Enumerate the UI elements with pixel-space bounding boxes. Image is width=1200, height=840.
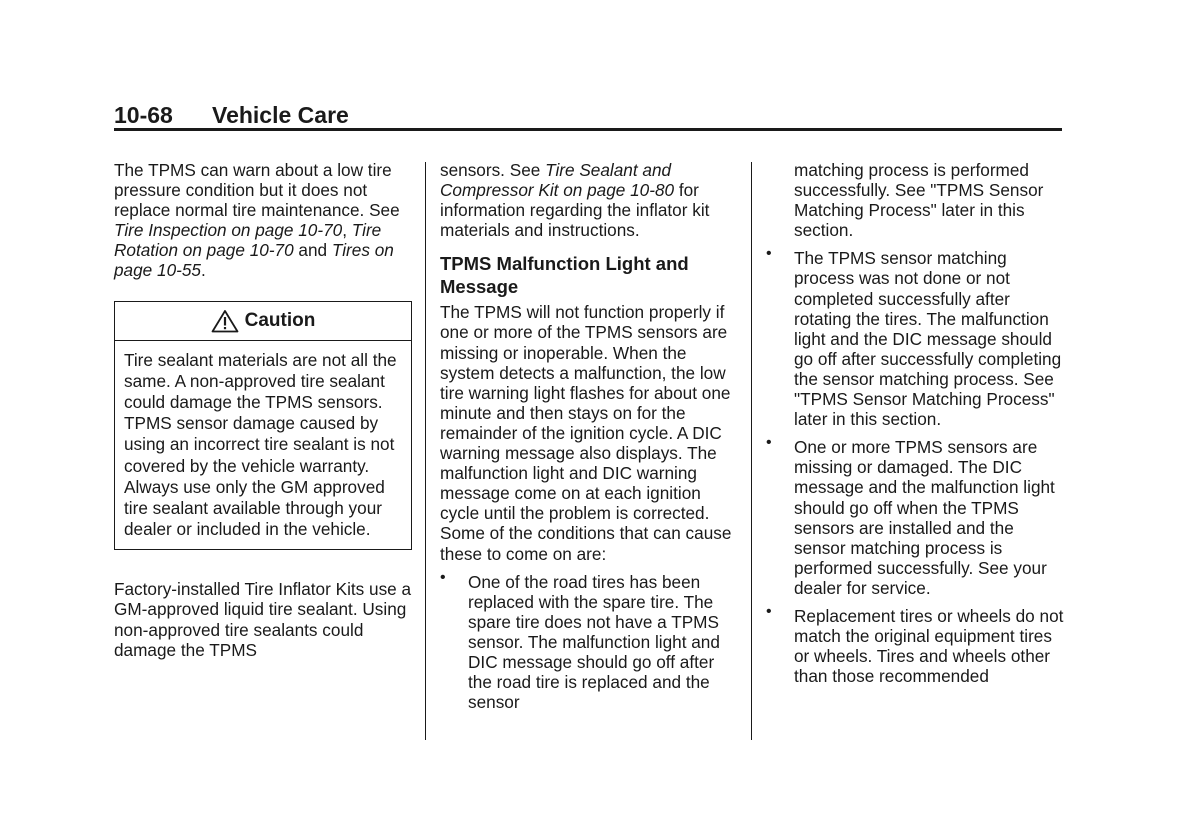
section-title: Vehicle Care (212, 102, 349, 128)
column-divider-1 (425, 162, 426, 740)
cross-reference[interactable]: Tire Rotation on page 10-70 (114, 220, 382, 261)
bullet-icon: • (766, 434, 772, 452)
caution-title: Caution (244, 309, 316, 331)
section-subheading: TPMS Malfunction Light and Message (440, 253, 689, 298)
caution-body: Tire sealant materials are not all the same. A non-approved tire sealant could damage the TPMS sensors. TPMS sensor damage caused by using an incorrect tire sealant is not covered by the vehicle warranty. Always use only the GM approved tire sealant available through your dealer or included in the vehicle. (124, 349, 397, 540)
list-item: • The TPMS sensor matching process was not done or not completed successfully after rotating the tires. The malfunction light and the DIC message should go off after successfully completing the sensor matching process. See "TPMS Sensor Matching Process" later in this section. (766, 245, 1062, 430)
bullet-icon: • (766, 245, 772, 263)
continued-bullet-text: matching process is performed successfully. See "TPMS Sensor Matching Process" later in this section. (794, 160, 1044, 241)
header-rule (114, 128, 1062, 131)
caution-box (114, 301, 412, 551)
column-2 (440, 160, 740, 712)
bullet-icon: • (766, 602, 772, 620)
warning-triangle-icon (211, 309, 239, 333)
intro-paragraph: The TPMS can warn about a low tire pressure condition but it does not replace normal tire maintenance. See Tire Inspection on page 10-70, Tire Rotation on page 10-70 and Tires on page 10-55. (114, 160, 400, 281)
bullet-icon: • (440, 568, 446, 586)
column-1 (114, 160, 412, 660)
page-header (114, 100, 1062, 130)
caution-header (115, 302, 411, 341)
list-item: • Replacement tires or wheels do not match the original equipment tires or wheels. Tires and wheels other than those recommended (766, 602, 1064, 687)
column-3 (766, 160, 1066, 686)
cross-reference[interactable]: Tire Inspection on page 10-70 (114, 220, 343, 241)
cross-reference[interactable]: Tires on page 10-55 (114, 240, 394, 281)
conditions-list (440, 568, 740, 713)
list-item: • One of the road tires has been replaced with the spare tire. The spare tire does not have a TPMS sensor. The malfunction light and DIC message should go off after the road tire is replaced and the sensor (440, 568, 720, 713)
conditions-list (766, 245, 1066, 687)
column-divider-2 (751, 162, 752, 740)
continued-paragraph: sensors. See Tire Sealant and Compressor Kit on page 10-80 for information regarding the inflator kit materials and instructions. (440, 160, 710, 241)
page-number: 10-68 (114, 102, 173, 128)
malfunction-paragraph: The TPMS will not function properly if one or more of the TPMS sensors are missing or inoperable. When the system detects a malfunction, the low tire warning light flashes for about one minute and then stays on for the remainder of the ignition cycle. A DIC warning message also displays. The malfunction light and DIC warning message come on at each ignition cycle until the problem is corrected. Some of the conditions that can cause these to come on are: (440, 302, 732, 564)
cross-reference[interactable]: Tire Sealant and Compressor Kit on page 10-80 (440, 160, 675, 201)
inflator-kit-paragraph: Factory-installed Tire Inflator Kits use a GM-approved liquid tire sealant. Using non-approved tire sealants could damage the TPMS (114, 579, 412, 660)
list-item: • One or more TPMS sensors are missing or damaged. The DIC message and the malfunction light should go off when the TPMS sensors are installed and the sensor matching process is performed successfully. See your dealer for service. (766, 434, 1055, 598)
